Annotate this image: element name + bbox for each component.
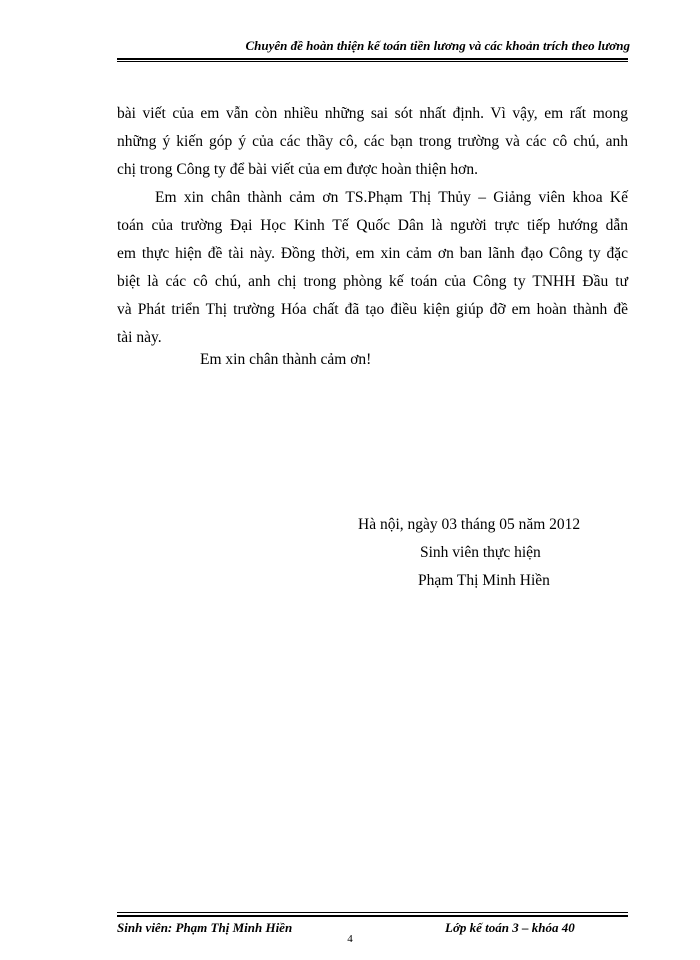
header-rule-thin <box>117 61 628 62</box>
paragraph-2-line-2: toán của trường Đại Học Kinh Tế Quốc Dân là người trực tiếp hướng dẫn <box>117 217 628 234</box>
footer-student: Sinh viên: Phạm Thị Minh Hiền <box>117 920 293 935</box>
paragraph-2-line-1: Em xin chân thành cảm ơn TS.Phạm Thị Thủy – Giảng viên khoa Kế <box>155 189 628 206</box>
paragraph-2-line-6: tài này. <box>117 329 162 346</box>
paragraph-2 <box>117 184 628 352</box>
paragraph-1-line-1: bài viết của em vẫn còn nhiều những sai sót nhất định. Vì vậy, em rất mong <box>117 105 628 122</box>
footer-class: Lớp kế toán 3 – khóa 40 <box>445 920 575 935</box>
paragraph-2-line-4: biệt là các cô chú, anh chị trong phòng kế toán của Công ty TNHH Đầu tư <box>117 273 628 290</box>
page-number: 4 <box>347 933 353 945</box>
paragraph-1 <box>117 100 628 184</box>
header-title: Chuyên đề hoàn thiện kế toán tiền lương và các khoản trích theo lương <box>245 38 630 53</box>
closing-thanks: Em xin chân thành cảm ơn! <box>200 351 372 368</box>
paragraph-1-line-3: chị trong Công ty để bài viết của em được hoàn thiện hơn. <box>117 161 478 178</box>
paragraph-2-line-3: em thực hiện đề tài này. Đồng thời, em xin cảm ơn ban lãnh đạo Công ty đặc <box>117 245 628 262</box>
paragraph-1-line-2: những ý kiến góp ý của các thầy cô, các bạn trong trường và các cô chú, anh <box>117 133 628 150</box>
signature-name: Phạm Thị Minh Hiền <box>418 572 550 589</box>
footer-rule-thin <box>117 912 628 913</box>
signature-place-date: Hà nội, ngày 03 tháng 05 năm 2012 <box>358 516 581 533</box>
footer-rule-thick <box>117 915 628 917</box>
signature-role: Sinh viên thực hiện <box>420 544 541 561</box>
header-rule-thick <box>117 58 628 60</box>
paragraph-2-line-5: và Phát triển Thị trường Hóa chất đã tạo điều kiện giúp đỡ em hoàn thành đề <box>117 301 628 318</box>
